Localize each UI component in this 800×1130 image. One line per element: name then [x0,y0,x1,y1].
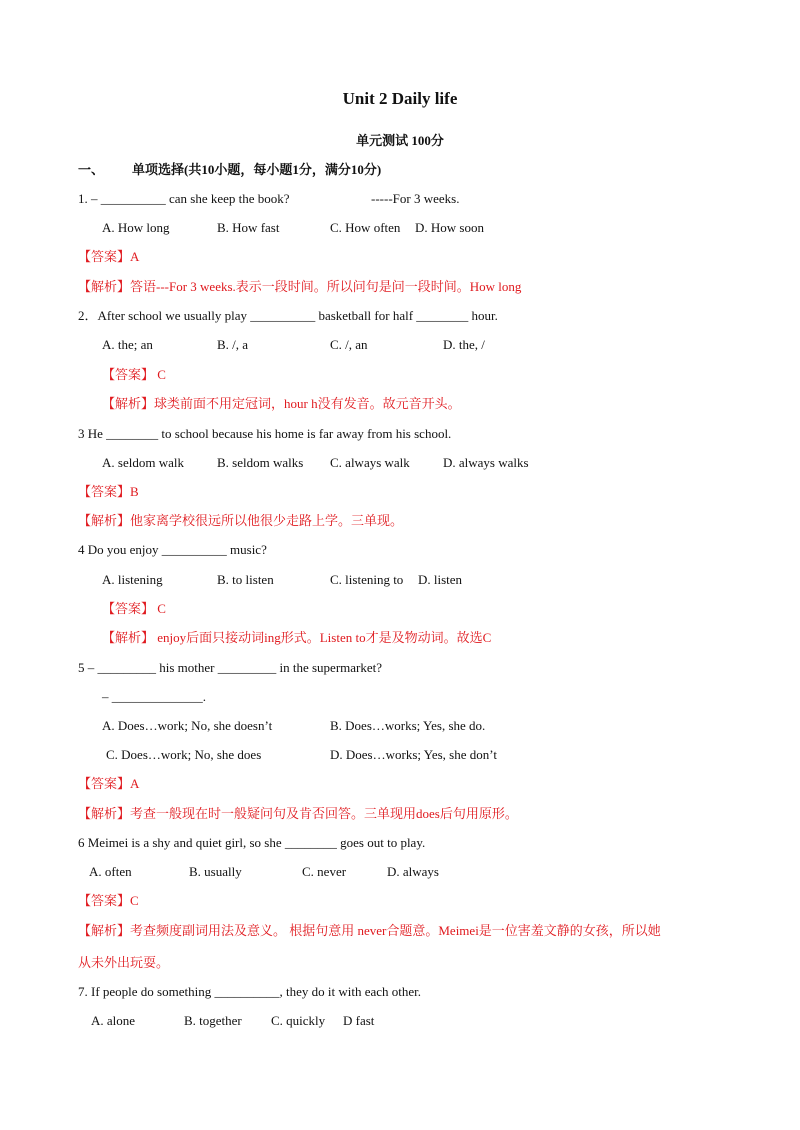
question-2-answer: 【答案】 C [102,367,166,382]
question-4-answer: 【答案】 C [102,601,166,616]
question-2-option-c: C. /, an [330,337,368,352]
question-4-option-b: B. to listen [217,572,274,587]
question-2-option-a: A. the; an [102,337,153,352]
question-5-option-d: D. Does…works; Yes, she don’t [330,747,497,762]
question-6-analysis-line-1: 【解析】考查频度副词用法及意义。 根据句意用 never合题意。Meimei是一位害羞文静的女孩，所以她 [78,923,661,938]
question-6-stem: 6 Meimei is a shy and quiet girl, so she ________ goes out to play. [78,835,426,850]
question-6-answer: 【答案】C [78,893,139,908]
question-5-reply: – ______________. [102,689,206,704]
question-7-option-c: C. quickly [271,1013,326,1028]
question-1-reply: -----For 3 weeks. [371,191,460,206]
document-title: Unit 2 Daily life [342,89,458,108]
question-5-analysis: 【解析】考查一般现在时一般疑问句及肯否回答。三单现用does后句用原形。 [78,806,518,821]
question-1-option-c: C. How often [330,220,401,235]
question-7-option-d: D fast [343,1013,375,1028]
question-2-option-b: B. /, a [217,337,249,352]
question-2-stem: 2．After school we usually play __________ basketball for half ________ hour. [78,308,498,323]
question-4-stem: 4 Do you enjoy __________ music? [78,542,267,557]
question-7-option-a: A. alone [91,1013,136,1028]
question-3-stem: 3 He ________ to school because his home is far away from his school. [78,426,452,441]
question-6-option-a: A. often [89,864,132,879]
question-1-answer: 【答案】A [78,249,140,264]
question-1-stem: 1. – __________ can she keep the book? [78,191,290,206]
question-5-option-c: C. Does…work; No, she does [106,747,262,762]
question-1-analysis: 【解析】答语---For 3 weeks.表示一段时间。所以问句是问一段时间。How long [78,279,522,294]
question-6-option-b: B. usually [189,864,242,879]
question-6-analysis-line-2: 从未外出玩耍。 [78,955,170,970]
section-number: 一、 [78,162,105,177]
question-7-stem: 7. If people do something __________, they do it with each other. [78,984,421,999]
document-subtitle: 单元测试 100分 [356,133,444,148]
question-3-analysis: 【解析】他家离学校很远所以他很少走路上学。三单现。 [78,513,404,528]
question-1-option-b: B. How fast [217,220,280,235]
question-4-option-a: A. listening [102,572,163,587]
question-1-option-d: D. How soon [415,220,484,235]
question-4-option-c: C. listening to [330,572,404,587]
question-6-option-c: C. never [302,864,347,879]
question-6-option-d: D. always [387,864,439,879]
question-3-option-a: A. seldom walk [102,455,184,470]
question-7-option-b: B. together [184,1013,242,1028]
question-5-answer: 【答案】A [78,776,140,791]
question-2-option-d: D. the, / [443,337,485,352]
question-3-answer: 【答案】B [78,484,139,499]
question-4-analysis: 【解析】 enjoy后面只接动词ing形式。Listen to才是及物动词。故选C [102,630,492,645]
question-3-option-d: D. always walks [443,455,529,470]
question-3-option-c: C. always walk [330,455,410,470]
question-2-analysis: 【解析】球类前面不用定冠词，hour h没有发音。故元音开头。 [102,396,461,411]
question-5-stem: 5 – _________ his mother _________ in the supermarket? [78,660,383,675]
section-heading: 单项选择(共10小题，每小题1分，满分10分) [132,162,382,177]
question-4-option-d: D. listen [418,572,463,587]
question-1-option-a: A. How long [102,220,170,235]
question-5-option-b: B. Does…works; Yes, she do. [330,718,486,733]
question-3-option-b: B. seldom walks [217,455,304,470]
question-5-option-a: A. Does…work; No, she doesn’t [102,718,273,733]
